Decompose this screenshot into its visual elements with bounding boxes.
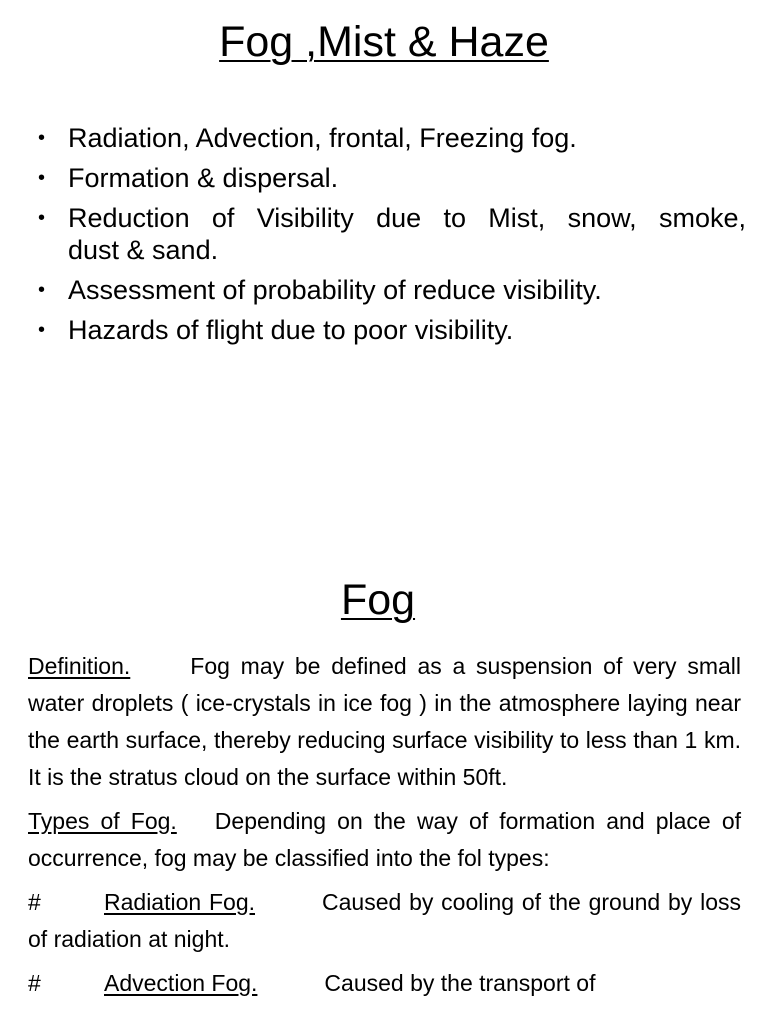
list-item	[0, 202, 768, 266]
types-text: Depending on the way of formation and place of occurrence, fog may be classified into the fol types:	[28, 808, 741, 871]
fog-type-item	[28, 884, 741, 958]
bullet-icon: •	[38, 319, 46, 341]
types-paragraph	[28, 803, 741, 877]
list-item-text: Reduction of Visibility due to Mist, snow, smoke,	[68, 203, 746, 233]
list-item	[0, 274, 768, 306]
list-item	[0, 122, 768, 154]
page-title: Fog ,Mist & Haze	[219, 18, 549, 66]
definition-label: Definition.	[28, 653, 131, 679]
section-title: Fog	[340, 576, 416, 624]
types-label: Types of Fog.	[28, 808, 177, 834]
bullet-icon: •	[38, 167, 46, 189]
fog-type-text: Caused by the transport of	[324, 970, 596, 996]
item-marker: #	[28, 970, 41, 996]
list-item	[0, 162, 768, 194]
item-marker: #	[28, 889, 41, 915]
fog-type-item	[28, 965, 741, 1002]
fog-type-text: Caused by cooling of the ground by loss of radiation at night.	[28, 889, 741, 952]
fog-type-label: Advection Fog.	[104, 970, 258, 996]
fog-section-body	[28, 648, 741, 1009]
list-item-text: Radiation, Advection, frontal, Freezing fog.	[68, 123, 577, 153]
list-item-text: Assessment of probability of reduce visibility.	[68, 275, 602, 305]
fog-type-label: Radiation Fog.	[104, 889, 255, 915]
bullet-icon: •	[38, 207, 46, 229]
bullet-icon: •	[38, 279, 46, 301]
list-item-text: Formation & dispersal.	[68, 163, 339, 193]
bullet-icon: •	[38, 127, 46, 149]
list-item	[0, 314, 768, 346]
list-item-text: Hazards of flight due to poor visibility.	[68, 315, 514, 345]
definition-paragraph	[28, 648, 741, 796]
definition-text: Fog may be defined as a suspension of very small water droplets ( ice-crystals in ice fog ) in the atmosphere laying near the earth surface, thereby reducing surface visibility to less than 1 km. It is the stratus cloud on the surface within 50ft.	[28, 653, 741, 790]
list-item-text-continued: dust & sand.	[68, 235, 219, 265]
topic-list	[0, 122, 768, 354]
